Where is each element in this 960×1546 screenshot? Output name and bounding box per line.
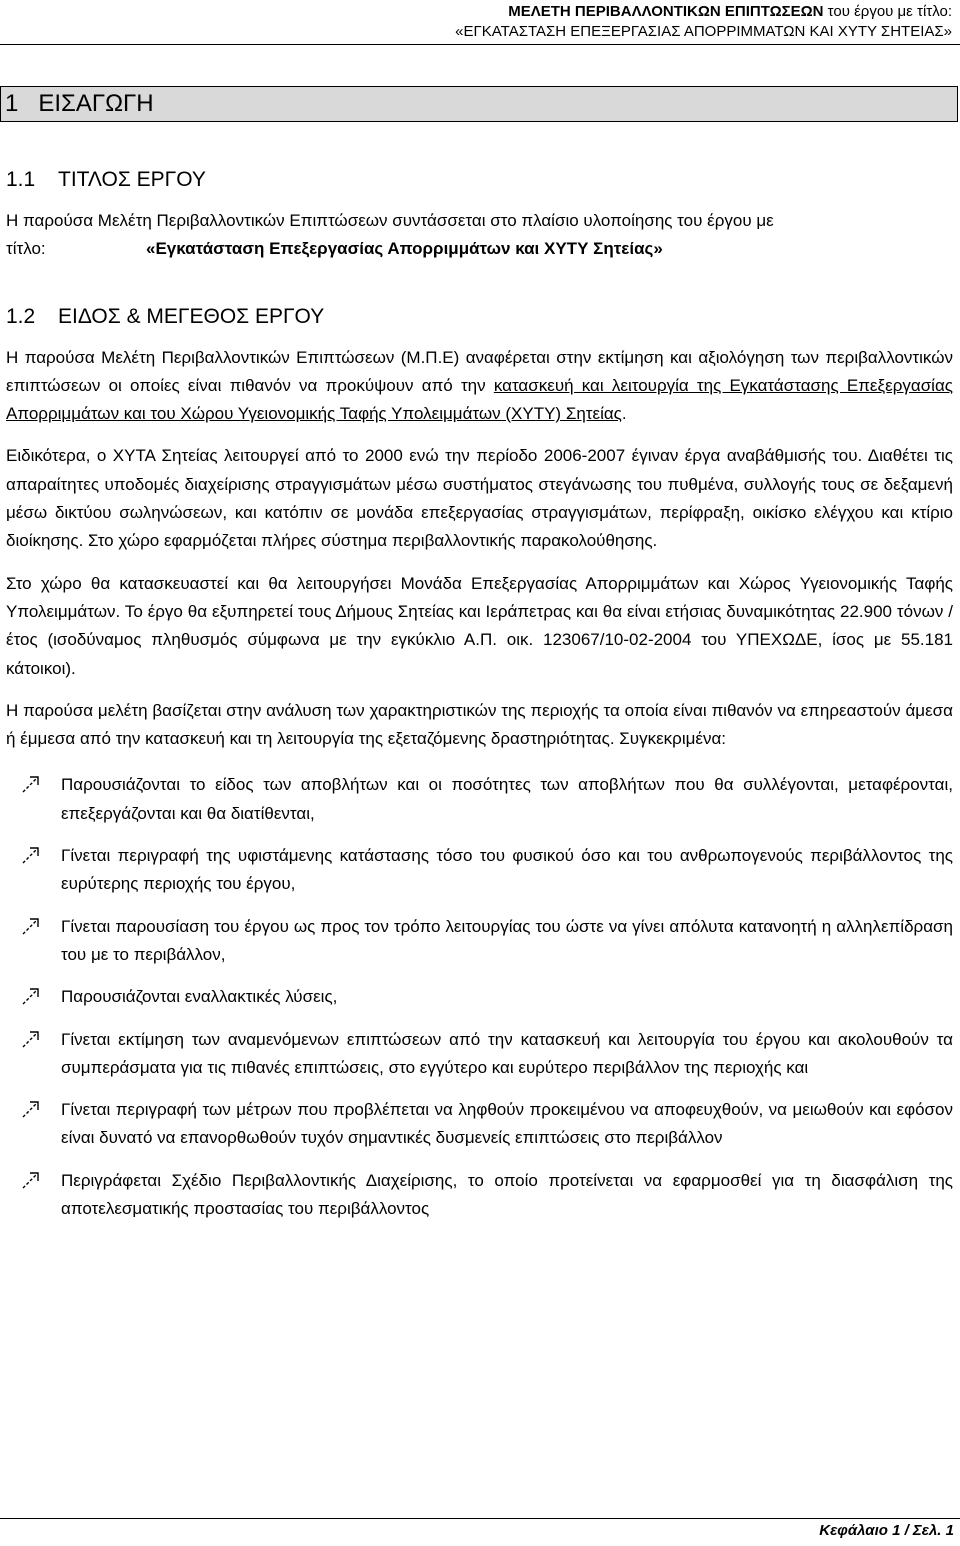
section-1-intro: Η παρούσα Μελέτη Περιβαλλοντικών Επιπτώσεων συντάσσεται στο πλαίσιο υλοποίησης του έργου με: [6, 211, 774, 230]
chapter-title: ΕΙΣΑΓΩΓΗ: [38, 90, 154, 117]
section-2-number: 1.2: [6, 304, 36, 328]
project-title-line: [6, 235, 953, 263]
arrow-bullet-icon: [20, 915, 42, 937]
section-2-paragraph-3: Στο χώρο θα κατασκευαστεί και θα λειτουργήσει Μονάδα Επεξεργασίας Απορριμμάτων και Χώρος Υγειονομικής Ταφής Υπολειμμάτων. Το έργο θα εξυπηρετεί τους Δήμους Σητείας και Ιεράπετρας και θα είναι ετήσιας δυναμικότητας 22.900 τόνων / έτος (ισοδύναμος πληθυσμός σύμφωνα με την εγκύκλιο Α.Π. οικ. 123067/10-02-2004 του ΥΠΕΧΩΔΕ, ίσος με 55.181 κάτοικοι).: [6, 573, 953, 678]
header-subtitle: του έργου με τίτλο:: [823, 3, 952, 20]
section-2-heading: [6, 302, 953, 332]
section-2-title: ΕΙΔΟΣ & ΜΕΓΕΘΟΣ ΕΡΓΟΥ: [58, 304, 325, 328]
chapter-heading: [0, 86, 958, 122]
underlined-phrase: κατασκευή και λειτουργία της Εγκατάστασης Επεξεργασίας Απορριμμάτων και του Χώρου Υγειονομικής Ταφής Υπολειμμάτων (ΧΥΤΥ) Σητείας: [6, 375, 953, 424]
footer-divider: [0, 1518, 960, 1519]
project-title-value: «Εγκατάσταση Επεξεργασίας Απορριμμάτων και ΧΥΤΥ Σητείας»: [146, 239, 663, 259]
header-title: ΜΕΛΕΤΗ ΠΕΡΙΒΑΛΛΟΝΤΙΚΩΝ ΕΠΙΠΤΩΣΕΩΝ: [508, 3, 824, 20]
arrow-bullet-icon: [20, 1098, 42, 1120]
arrow-bullet-icon: [20, 985, 42, 1007]
list-item: Γίνεται εκτίμηση των αναμενόμενων επιπτώσεων από την κατασκευή και λειτουργία του έργου και ακολουθούν τα συμπεράσματα για τις πιθανές επιπτώσεις, στο εγγύτερο και ευρύτερο περιβάλλον της περιοχής και: [6, 1026, 953, 1083]
list-item: Παρουσιάζονται εναλλακτικές λύσεις,: [6, 983, 953, 1011]
section-1-heading: [6, 165, 953, 195]
arrow-bullet-icon: [20, 773, 42, 795]
bullet-list: [6, 771, 953, 1223]
chapter-number: 1: [5, 90, 19, 117]
list-item: Γίνεται παρουσίαση του έργου ως προς τον τρόπο λειτουργίας του ώστε να γίνει απόλυτα κατανοητή η αλληλεπίδραση του με το περιβάλλον,: [6, 913, 953, 970]
list-item: Παρουσιάζονται το είδος των αποβλήτων και οι ποσότητες των αποβλήτων που θα συλλέγονται, μεταφέρονται, επεξεργάζονται και θα διατίθενται,: [6, 771, 953, 828]
running-header: [455, 2, 952, 42]
arrow-bullet-icon: [20, 1169, 42, 1191]
arrow-bullet-icon: [20, 844, 42, 866]
section-2-paragraph-2: Ειδικότερα, ο ΧΥΤΑ Σητείας λειτουργεί από το 2000 ενώ την περίοδο 2006-2007 έγιναν έργα αναβάθμισής του. Διαθέτει τις απαραίτητες υποδομές διαχείρισης στραγγισμάτων μέσω συστήματος στεγάνωσης του πυθμένα, συλλογής τους σε δεξαμενή μέσω δικτύου σωληνώσεων, και κατόπιν σε μονάδα επεξεργασίας στραγγισμάτων, περίφραξη, οικίσκο ελέγχου και κτίριο διοίκησης. Στο χώρο εφαρμόζεται πλήρες σύστημα περιβαλλοντικής παρακολούθησης.: [6, 446, 953, 551]
list-item: Περιγράφεται Σχέδιο Περιβαλλοντικής Διαχείρισης, το οποίο προτείνεται να εφαρμοσθεί για τη διασφάλιση της αποτελεσματικής προστασίας του περιβάλλοντος: [6, 1167, 953, 1224]
header-divider: [0, 44, 960, 45]
list-item: Γίνεται περιγραφή των μέτρων που προβλέπεται να ληφθούν προκειμένου να αποφευχθούν, να μειωθούν και εφόσον είναι δυνατό να επανορθωθούν τυχόν σημαντικές δυσμενείς επιπτώσεις στο περιβάλλον: [6, 1096, 953, 1153]
document-body: [6, 165, 953, 1223]
header-project-title: «ΕΓΚΑΤΑΣΤΑΣΗ ΕΠΕΞΕΡΓΑΣΙΑΣ ΑΠΟΡΡΙΜΜΑΤΩΝ ΚΑΙ ΧΥΤΥ ΣΗΤΕΙΑΣ»: [455, 23, 952, 40]
arrow-bullet-icon: [20, 1028, 42, 1050]
page-footer: Κεφάλαιο 1 / Σελ. 1: [819, 1522, 954, 1539]
section-1-title: ΤΙΤΛΟΣ ΕΡΓΟΥ: [58, 168, 206, 191]
section-2-paragraph-1: Η παρούσα Μελέτη Περιβαλλοντικών Επιπτώσεων (Μ.Π.Ε) αναφέρεται στην εκτίμηση και αξιολόγηση των περιβαλλοντικών επιπτώσεων οι οποίες είναι πιθανόν να προκύψουν από την κατασκευή και λειτουργία της Εγκατάστασης Επεξεργασίας Απορριμμάτων και του Χώρου Υγειονομικής Ταφής Υπολειμμάτων (ΧΥΤΥ) Σητείας.: [6, 347, 953, 424]
section-1-number: 1.1: [6, 168, 36, 191]
section-2-paragraph-4: Η παρούσα μελέτη βασίζεται στην ανάλυση των χαρακτηριστικών της περιοχής τα οποία είναι πιθανόν να επηρεαστούν άμεσα ή έμμεσα από την κατασκευή και τη λειτουργία της εξεταζόμενης δραστηριότητας. Συγκεκριμένα:: [6, 700, 953, 749]
list-item: Γίνεται περιγραφή της υφιστάμενης κατάστασης τόσο του φυσικού όσο και του ανθρωπογενούς περιβάλλοντος της ευρύτερης περιοχής του έργου,: [6, 842, 953, 899]
project-title-label: τίτλο:: [6, 239, 46, 259]
